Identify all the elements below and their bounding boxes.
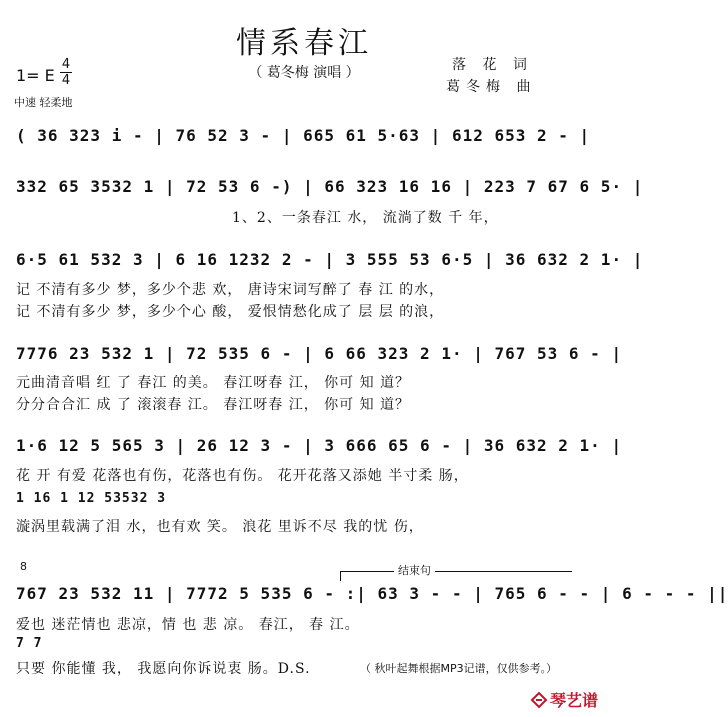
notation-row-2: 332 65 3532 1 | 72 53 6 -) | 66 323 16 16 | 223 7 67 6 5· |: [16, 177, 644, 196]
lyric-row-4-verse-2: 分分合合汇 成 了 滚滚春 江。 春江呀春 江， 你可 知 道？: [16, 397, 411, 413]
notation-row-8-alt: 7 7: [16, 636, 43, 651]
tempo-marking: 中速 轻柔地: [14, 96, 73, 109]
notation-row-4: 7776 23 532 1 | 72 535 6 - | 6 66 323 2 1· | 767 53 6 - |: [16, 344, 623, 363]
lyric-row-5-verse-1: 花 开 有爱 花落也有伤，花落也有伤。 花开花落又添她 半寸柔 肠，: [16, 468, 469, 484]
site-logo: [530, 688, 598, 711]
lyric-row-8-verse-2: 只要 你能懂 我， 我愿向你诉说衷 肠。D.S.: [16, 661, 311, 677]
footnote: （ 秋叶起舞根据MP3记谱，仅供参考。）: [360, 662, 558, 675]
segno-mark: 8: [20, 560, 27, 573]
ending-section-label: 结束句: [394, 562, 435, 578]
lyric-row-6-verse-2: 漩涡里载满了泪 水，也有欢 笑。 浪花 里诉不尽 我的忧 伤，: [16, 519, 424, 535]
logo-mark-icon: [530, 691, 548, 709]
lyric-row-4-verse-1: 元曲清音唱 红 了 春江 的美。 春江呀春 江， 你可 知 道？: [16, 375, 411, 391]
lyric-row-7-verse-1: 爱也 迷茫情也 悲凉，情 也 悲 凉。 春江， 春 江。: [16, 617, 360, 633]
singer-credit: （ 葛冬梅 演唱 ）: [248, 65, 360, 81]
song-title: 情系春江: [236, 26, 372, 61]
lyricist-credit: 落 花 词: [452, 57, 533, 73]
key-signature: 1= E: [16, 66, 55, 85]
lyric-row-3-verse-1: 记 不清有多少 梦，多少个悲 欢， 唐诗宋词写醉了 春 江 的水，: [16, 282, 445, 298]
lyric-row-3-verse-2: 记 不清有多少 梦，多少个心 酸， 爱恨情愁化成了 层 层 的浪，: [16, 304, 445, 320]
notation-row-7: 767 23 532 11 | 7772 5 535 6 - :| 63 3 - - | 765 6 - - | 6 - - - ||: [16, 584, 728, 603]
time-signature: [60, 58, 72, 87]
notation-row-5: 1·6 12 5 565 3 | 26 12 3 - | 3 666 65 6 - | 36 632 2 1· |: [16, 436, 623, 455]
notation-row-3: 6·5 61 532 3 | 6 16 1232 2 - | 3 555 53 6·5 | 36 632 2 1· |: [16, 250, 644, 269]
composer-credit: 葛冬梅 曲: [446, 79, 537, 95]
time-signature-top: 4: [61, 57, 71, 72]
lyric-row-2-verse-1: 1、2、一条春江 水， 流淌了数 千 年，: [232, 210, 499, 226]
time-signature-bottom: 4: [61, 73, 71, 88]
logo-text: 琴艺谱: [549, 691, 598, 710]
notation-row-6-alt: 1 16 1 12 53532 3: [16, 491, 167, 506]
notation-row-1: ( 36 323 i - | 76 52 3 - | 665 61 5·63 | 612 653 2 - |: [16, 126, 591, 145]
